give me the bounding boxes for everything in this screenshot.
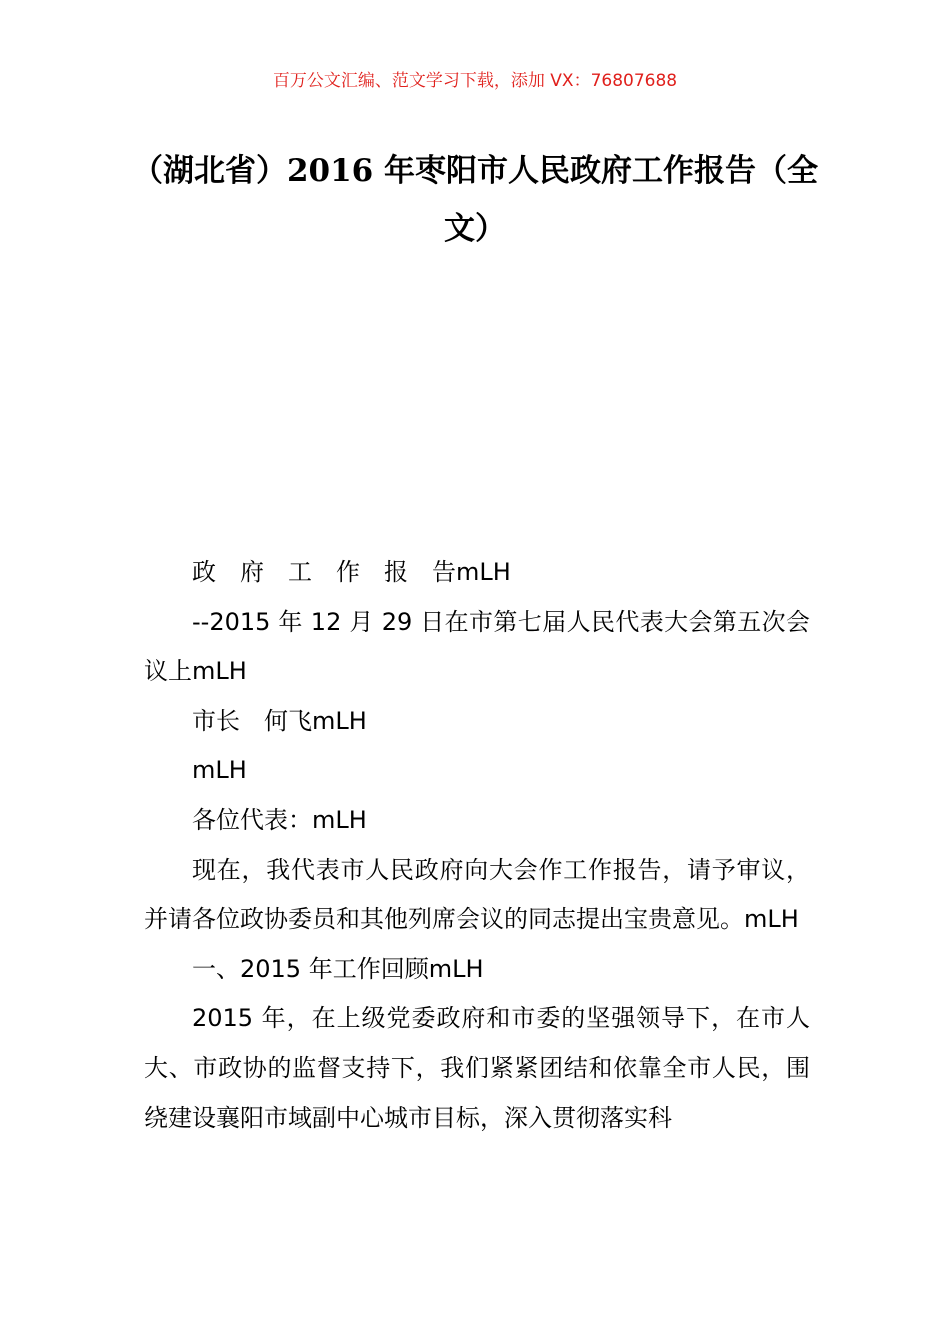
marker-line: mLH (192, 756, 247, 785)
intro-paragraph: 现在，我代表市人民政府向大会作工作报告，请予审议，并请各位政协委员和其他列席会议的同志提出宝贵意见。mLH (144, 855, 810, 934)
watermark-header: 百万公文汇编、范文学习下载，添加 VX：76807688 (272, 71, 678, 91)
salutation: 各位代表：mLH (192, 805, 367, 834)
section-heading: 一、2015 年工作回顾mLH (192, 954, 484, 983)
document-title: （湖北省）2016 年枣阳市人民政府工作报告（全文） (131, 153, 819, 247)
speaker-line: 市长 何飞mLH (192, 706, 367, 735)
body-paragraph: 2015 年，在上级党委政府和市委的坚强领导下，在市人大、市政协的监督支持下，我们紧紧团结和依靠全市人民，围绕建设襄阳市域副中心城市目标，深入贯彻落实科 (144, 1004, 810, 1132)
meeting-line: --2015 年 12 月 29 日在市第七届人民代表大会第五次会议上mLH (144, 607, 810, 686)
document-body (144, 548, 810, 1143)
report-heading: 政 府 工 作 报 告mLH (192, 558, 511, 586)
